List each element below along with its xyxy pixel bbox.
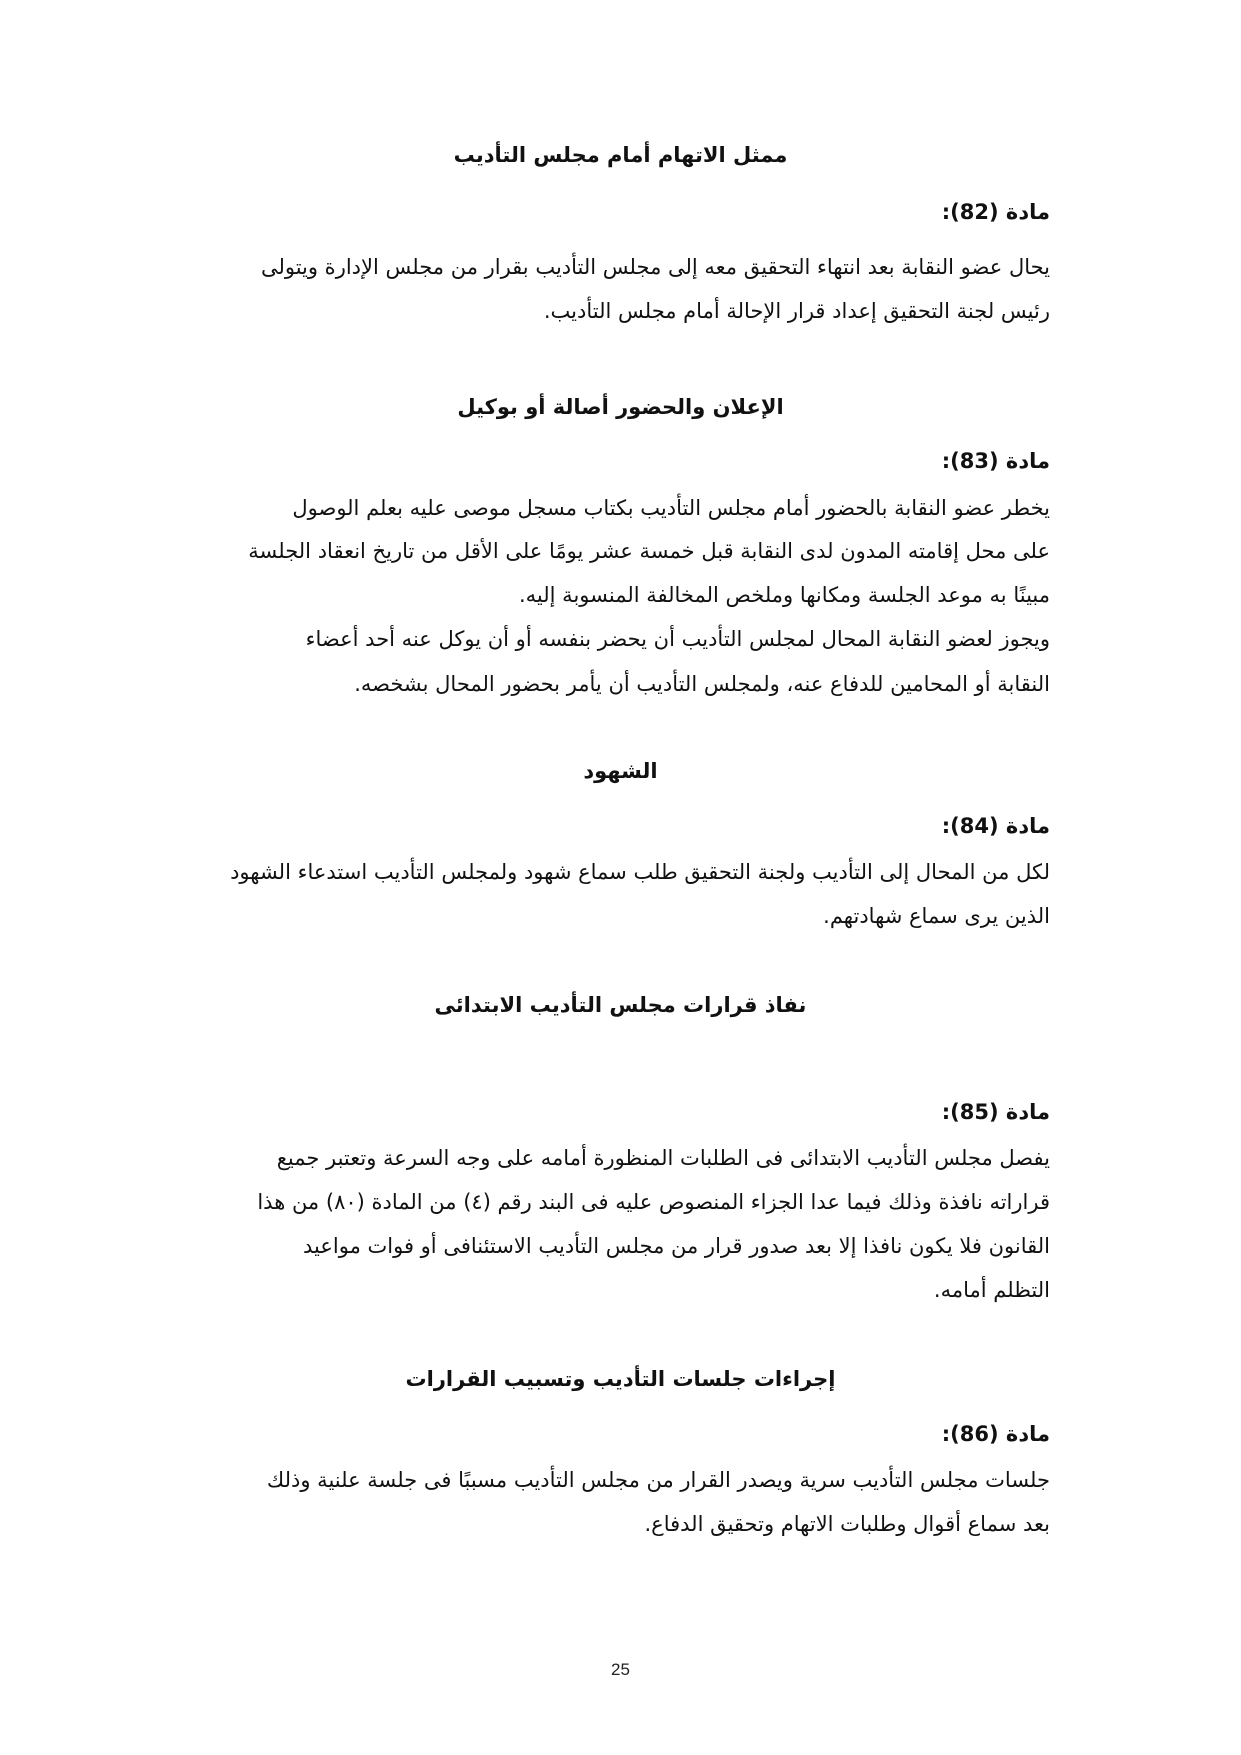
page-number: 25 [611,1660,630,1679]
article-label: مادة (83): [941,449,1050,473]
section-heading: الإعلان والحضور أصالة أو بوكيل [457,395,784,419]
paragraph-line: الذين يرى سماع شهادتهم. [823,904,1050,928]
paragraph-line: يفصل مجلس التأديب الابتدائى فى الطلبات المنظورة أمامه على وجه السرعة وتعتبر جميع [276,1146,1050,1170]
paragraph-line: مبينًا به موعد الجلسة ومكانها وملخص المخالفة المنسوبة إليه. [519,583,1050,607]
section-heading: ممثل الاتهام أمام مجلس التأديب [453,143,788,167]
article-label: مادة (85): [941,1100,1050,1124]
paragraph-line: بعد سماع أقوال وطلبات الاتهام وتحقيق الدفاع. [644,1512,1050,1536]
section-heading: نفاذ قرارات مجلس التأديب الابتدائى [434,993,807,1017]
article-label: مادة (84): [941,814,1050,838]
paragraph-line: رئيس لجنة التحقيق إعداد قرار الإحالة أمام مجلس التأديب. [543,299,1050,323]
paragraph-line: على محل إقامته المدون لدى النقابة قبل خمسة عشر يومًا على الأقل من تاريخ انعقاد الجلسة [248,539,1050,563]
paragraph-line: قراراته نافذة وذلك فيما عدا الجزاء المنصوص عليه فى البند رقم (٤) من المادة (٨٠) من هذا [257,1190,1050,1214]
section-heading: إجراءات جلسات التأديب وتسبيب القرارات [405,1367,836,1391]
paragraph-line: يخطر عضو النقابة بالحضور أمام مجلس التأديب بكتاب مسجل موصى عليه بعلم الوصول [292,496,1050,520]
paragraph-line: النقابة أو المحامين للدفاع عنه، ولمجلس التأديب أن يأمر بحضور المحال بشخصه. [354,672,1050,696]
paragraph-line: القانون فلا يكون نافذا إلا بعد صدور قرار من مجلس التأديب الاستئنافى أو فوات مواعيد [303,1234,1050,1258]
paragraph-line: ويجوز لعضو النقابة المحال لمجلس التأديب أن يحضر بنفسه أو أن يوكل عنه أحد أعضاء [305,627,1050,651]
paragraph-line: التظلم أمامه. [933,1278,1050,1302]
paragraph-line: يحال عضو النقابة بعد انتهاء التحقيق معه إلى مجلس التأديب بقرار من مجلس الإدارة ويتولى [260,255,1050,279]
section-heading: الشهود [583,759,658,783]
paragraph-line: لكل من المحال إلى التأديب ولجنة التحقيق طلب سماع شهود ولمجلس التأديب استدعاء الشهود [230,860,1050,884]
article-label: مادة (82): [941,200,1050,224]
article-label: مادة (86): [941,1422,1050,1446]
paragraph-line: جلسات مجلس التأديب سرية ويصدر القرار من مجلس التأديب مسببًا فى جلسة علنية وذلك [266,1468,1050,1492]
